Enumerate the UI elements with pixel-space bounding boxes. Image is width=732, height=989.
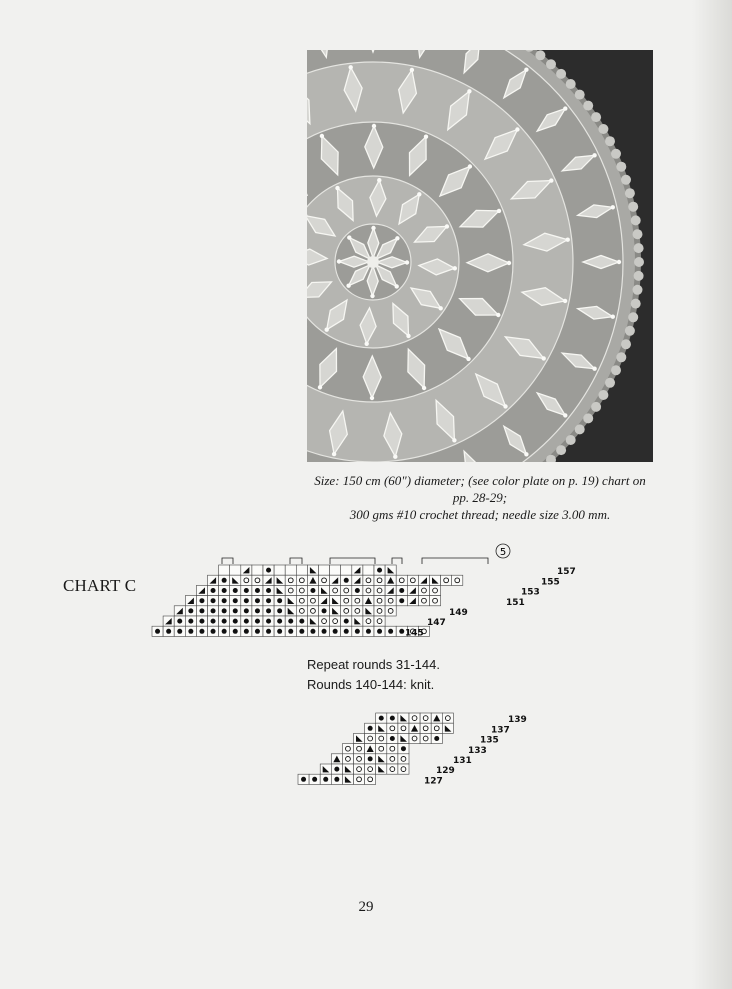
chart-cell <box>319 596 330 606</box>
chart-cell <box>385 606 396 616</box>
chart-cell <box>296 626 307 636</box>
chart-cell <box>263 606 274 616</box>
chart-cell <box>219 565 230 575</box>
chart-cell <box>363 606 374 616</box>
chart-cell <box>307 565 318 575</box>
chart-c-grid <box>152 544 576 638</box>
chart-cell <box>342 754 353 764</box>
chart-cell <box>374 565 385 575</box>
chart-cell <box>374 596 385 606</box>
chart-cell <box>185 596 196 606</box>
chart-cell <box>263 596 274 606</box>
chart-cell <box>352 616 363 626</box>
chart-row <box>174 606 396 616</box>
chart-cell <box>398 764 409 774</box>
chart-cell <box>365 733 376 743</box>
chart-cell <box>331 774 342 784</box>
caption-line: Size: 150 cm (60") diameter; (see color plate on p. 19) chart on <box>314 473 646 488</box>
chart-cell <box>387 733 398 743</box>
chart-cell <box>396 585 407 595</box>
chart-cell <box>274 626 285 636</box>
chart-cell <box>196 596 207 606</box>
chart-cell <box>219 616 230 626</box>
chart-cell <box>241 626 252 636</box>
chart-cell <box>430 575 441 585</box>
chart-row <box>354 733 443 743</box>
chart-cell <box>296 596 307 606</box>
marker-number: 5 <box>499 547 507 558</box>
chart-cell <box>319 606 330 616</box>
chart-cell <box>387 713 398 723</box>
chart-cell <box>296 606 307 616</box>
chart-row <box>365 723 454 733</box>
chart-cell <box>174 626 185 636</box>
chart-cell <box>307 616 318 626</box>
chart-cell <box>385 626 396 636</box>
chart-cell <box>307 606 318 616</box>
chart-c-label: CHART C <box>63 576 137 595</box>
chart-cell <box>354 744 365 754</box>
chart-cell <box>363 626 374 636</box>
chart-row <box>331 754 409 764</box>
chart-cell <box>363 575 374 585</box>
chart-cell <box>230 606 241 616</box>
chart-cell <box>274 606 285 616</box>
chart-cell <box>307 585 318 595</box>
chart-cell <box>263 575 274 585</box>
round-number: 149 <box>449 608 468 618</box>
chart-cell <box>208 575 219 585</box>
chart-cell <box>330 626 341 636</box>
chart-cell <box>208 596 219 606</box>
chart-cell <box>331 764 342 774</box>
chart-cell <box>376 764 387 774</box>
chart-row <box>163 616 385 626</box>
chart-cell <box>319 616 330 626</box>
chart-cell <box>208 606 219 616</box>
chart-row <box>320 764 409 774</box>
chart-cell <box>420 723 431 733</box>
chart-cell <box>398 754 409 764</box>
chart-notes <box>307 655 440 695</box>
round-number: 129 <box>436 766 455 777</box>
chart-cell <box>330 616 341 626</box>
chart-cell <box>285 585 296 595</box>
chart-cell <box>196 626 207 636</box>
round-number: 145 <box>405 628 424 639</box>
round-number: 151 <box>506 597 525 608</box>
chart-cell <box>230 585 241 595</box>
chart-cell <box>431 733 442 743</box>
round-number: 135 <box>480 735 499 746</box>
chart-row <box>376 713 454 723</box>
chart-cell <box>185 616 196 626</box>
chart-cell <box>285 565 296 575</box>
chart-cell <box>230 616 241 626</box>
chart-cell <box>241 616 252 626</box>
chart-cell <box>174 616 185 626</box>
chart-cell <box>241 565 252 575</box>
chart-cell <box>196 585 207 595</box>
chart-cell <box>398 723 409 733</box>
chart-cell <box>219 585 230 595</box>
chart-cell <box>387 754 398 764</box>
chart-cell <box>342 744 353 754</box>
chart-cell <box>241 606 252 616</box>
chart-cell <box>241 575 252 585</box>
chart-cell <box>309 774 320 784</box>
chart-cell <box>407 596 418 606</box>
chart-cell <box>331 754 342 764</box>
chart-cell <box>341 616 352 626</box>
chart-cell <box>409 733 420 743</box>
chart-cell <box>341 565 352 575</box>
chart-cell <box>352 606 363 616</box>
chart-row <box>342 744 409 754</box>
chart-cell <box>365 723 376 733</box>
chart-cell <box>363 596 374 606</box>
chart-cell <box>342 764 353 774</box>
chart-cell <box>208 626 219 636</box>
chart-cell <box>319 585 330 595</box>
chart-cell <box>431 713 442 723</box>
chart-cell <box>274 565 285 575</box>
chart-cell <box>352 596 363 606</box>
chart-cell <box>230 565 241 575</box>
round-number: 131 <box>453 756 472 766</box>
round-number: 155 <box>541 577 560 588</box>
chart-cell <box>363 616 374 626</box>
chart-cell <box>185 606 196 616</box>
chart-cell <box>420 713 431 723</box>
chart-cell <box>385 565 396 575</box>
chart-cell <box>374 616 385 626</box>
chart-cell <box>307 596 318 606</box>
chart-cell <box>230 626 241 636</box>
chart-cell <box>330 565 341 575</box>
chart-cell <box>174 606 185 616</box>
chart-row <box>298 774 376 784</box>
chart-cell <box>452 575 463 585</box>
chart-cell <box>341 596 352 606</box>
caption-line: 300 gms #10 crochet thread; needle size 3.00 mm. <box>349 507 611 522</box>
chart-cell <box>196 616 207 626</box>
chart-cell <box>442 723 453 733</box>
chart-cell <box>219 596 230 606</box>
chart-cell <box>352 565 363 575</box>
chart-cell <box>385 596 396 606</box>
chart-cell <box>252 606 263 616</box>
chart-cell <box>219 606 230 616</box>
chart-cell <box>285 606 296 616</box>
chart-cell <box>263 565 274 575</box>
chart-cell <box>354 754 365 764</box>
chart-cell <box>374 626 385 636</box>
round-number: 147 <box>427 618 446 629</box>
chart-cell <box>430 596 441 606</box>
chart-cell <box>296 585 307 595</box>
chart-cell <box>441 575 452 585</box>
chart-cell <box>374 575 385 585</box>
chart-cell <box>409 713 420 723</box>
chart-cell <box>342 774 353 784</box>
chart-cell <box>376 754 387 764</box>
chart-cell <box>420 733 431 743</box>
chart-cell <box>354 774 365 784</box>
chart-cell <box>307 626 318 636</box>
round-number: 137 <box>491 725 510 736</box>
chart-cell <box>341 626 352 636</box>
chart-cell <box>252 585 263 595</box>
chart-cell <box>285 616 296 626</box>
round-number: 153 <box>521 587 540 598</box>
chart-cell <box>285 575 296 585</box>
chart-cell <box>196 606 207 616</box>
chart-cell <box>396 575 407 585</box>
chart-row <box>208 575 463 585</box>
chart-row <box>152 626 430 639</box>
chart-cell <box>352 626 363 636</box>
chart-cell <box>352 585 363 595</box>
chart-cell <box>307 575 318 585</box>
chart-cell <box>296 575 307 585</box>
chart-cell <box>274 585 285 595</box>
chart-cell <box>208 585 219 595</box>
chart-cell <box>376 723 387 733</box>
chart-cell <box>330 596 341 606</box>
chart-cell <box>274 575 285 585</box>
chart-row <box>185 596 440 606</box>
chart-cell <box>319 565 330 575</box>
chart-cell <box>374 606 385 616</box>
chart-cell <box>365 764 376 774</box>
chart-cell <box>285 596 296 606</box>
round-number: 157 <box>557 567 576 578</box>
chart-cell <box>163 616 174 626</box>
chart-cell <box>252 565 263 575</box>
knit-note: Rounds 140-144: knit. <box>307 677 435 692</box>
page-number: 29 <box>358 899 374 915</box>
repeat-brackets <box>222 558 488 564</box>
repeat-note: Repeat rounds 31-144. <box>307 657 440 672</box>
chart-cell <box>398 733 409 743</box>
chart-cell <box>341 585 352 595</box>
chart-cell <box>152 626 163 636</box>
round-number: 127 <box>424 776 443 787</box>
chart-cell <box>407 585 418 595</box>
chart-cell <box>252 575 263 585</box>
chart-cell <box>241 585 252 595</box>
lower-chart-grid <box>298 713 527 786</box>
chart-cell <box>376 713 387 723</box>
chart-cell <box>330 575 341 585</box>
chart-cell <box>396 596 407 606</box>
chart-cell <box>263 616 274 626</box>
chart-cell <box>263 585 274 595</box>
chart-cell <box>241 596 252 606</box>
chart-cell <box>407 575 418 585</box>
chart-cell <box>208 616 219 626</box>
chart-cell <box>398 744 409 754</box>
chart-cell <box>363 565 374 575</box>
chart-cell <box>418 575 429 585</box>
chart-row <box>219 565 397 575</box>
chart-cell <box>385 585 396 595</box>
chart-cell <box>363 585 374 595</box>
chart-cell <box>263 626 274 636</box>
chart-cell <box>319 626 330 636</box>
chart-cell <box>398 713 409 723</box>
chart-cell <box>230 575 241 585</box>
chart-cell <box>341 575 352 585</box>
chart-cell <box>252 616 263 626</box>
chart-cell <box>296 565 307 575</box>
caption-line: pp. 28-29; <box>452 490 508 505</box>
chart-cell <box>431 723 442 733</box>
chart-cell <box>330 606 341 616</box>
chart-cell <box>352 575 363 585</box>
chart-cell <box>387 744 398 754</box>
chart-cell <box>376 744 387 754</box>
round-number: 133 <box>468 745 487 756</box>
round-number: 139 <box>508 715 527 726</box>
chart-cell <box>365 774 376 784</box>
chart-cell <box>219 575 230 585</box>
chart-cell <box>274 616 285 626</box>
chart-cell <box>418 596 429 606</box>
chart-cell <box>365 744 376 754</box>
chart-cell <box>252 596 263 606</box>
chart-cell <box>319 575 330 585</box>
chart-cell <box>320 764 331 774</box>
chart-cell <box>230 596 241 606</box>
chart-cell <box>320 774 331 784</box>
chart-cell <box>163 626 174 636</box>
chart-cell <box>354 764 365 774</box>
chart-cell <box>330 585 341 595</box>
chart-cell <box>365 754 376 764</box>
chart-cell <box>387 764 398 774</box>
chart-cell <box>341 606 352 616</box>
chart-cell <box>185 626 196 636</box>
chart-cell <box>409 723 420 733</box>
chart-cell <box>385 575 396 585</box>
chart-cell <box>219 626 230 636</box>
chart-cell <box>387 723 398 733</box>
chart-cell <box>285 626 296 636</box>
chart-cell <box>296 616 307 626</box>
chart-cell <box>376 733 387 743</box>
chart-cell <box>442 713 453 723</box>
chart-cell <box>274 596 285 606</box>
chart-cell <box>298 774 309 784</box>
chart-cell <box>374 585 385 595</box>
chart-cell <box>252 626 263 636</box>
chart-cell <box>418 585 429 595</box>
chart-row <box>196 585 440 595</box>
chart-cell <box>430 585 441 595</box>
chart-cell <box>354 733 365 743</box>
